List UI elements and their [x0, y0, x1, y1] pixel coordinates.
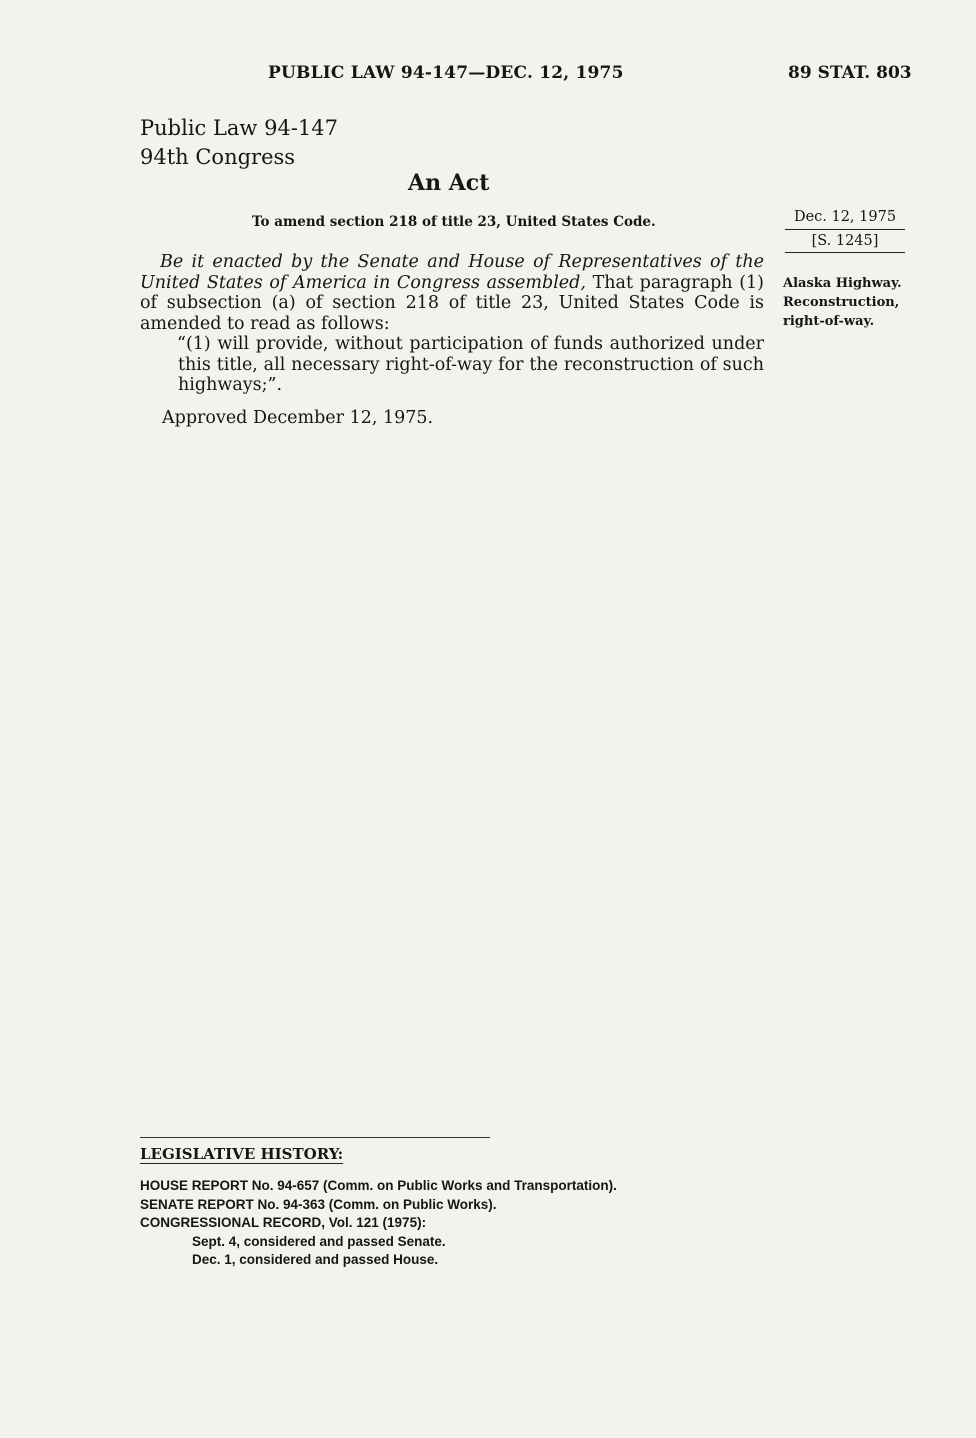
history-subline: Sept. 4, considered and passed Senate. — [192, 1233, 446, 1249]
history-line: CONGRESSIONAL RECORD, Vol. 121 (1975): — [140, 1215, 427, 1230]
bill-number: [S. 1245] — [811, 233, 879, 249]
congress-number: 94th Congress — [140, 145, 296, 169]
act-body — [140, 252, 764, 396]
amended-paragraph: “(1) will provide, without participation of funds authorized under this title, all necessary right-of-way for the reconstruction of such highways;”. — [177, 334, 764, 395]
law-identifier — [140, 114, 460, 172]
approval-line: Approved December 12, 1975. — [162, 408, 434, 428]
margin-rule — [785, 229, 905, 230]
legislative-history-heading: LEGISLATIVE HISTORY: — [140, 1145, 344, 1163]
history-line: SENATE REPORT No. 94-363 (Comm. on Public Works). — [140, 1196, 497, 1212]
running-head-title: PUBLIC LAW 94-147—DEC. 12, 1975 — [268, 63, 624, 83]
margin-subject-note — [783, 274, 913, 331]
public-law-number: Public Law 94-147 — [140, 116, 338, 140]
history-divider — [140, 1137, 490, 1138]
history-subline: Dec. 1, considered and passed House. — [192, 1252, 439, 1267]
margin-date-block — [785, 209, 905, 253]
margin-rule-bottom — [785, 252, 905, 253]
act-purpose: To amend section 218 of title 23, United States Code. — [252, 214, 656, 230]
enactment-date: Dec. 12, 1975 — [793, 209, 897, 225]
act-title: An Act — [408, 170, 490, 196]
legislative-history — [140, 1177, 760, 1270]
margin-note-line: Alaska Highway. — [783, 276, 902, 291]
running-head — [0, 63, 976, 87]
statute-page-number: 89 STAT. 803 — [788, 63, 912, 83]
margin-note-line: right-of-way. — [783, 314, 875, 329]
enacting-formula: Be it enacted by the Senate and House of Representatives of the United States of America in Congress assembled, — [140, 252, 764, 293]
enacting-clause — [140, 252, 764, 334]
margin-note-line: Reconstruction, — [783, 295, 900, 310]
enacting-provision: That paragraph (1) of subsection (a) of section 218 of title 23, United States Code is amended to read as follows: — [140, 272, 764, 334]
history-line: HOUSE REPORT No. 94-657 (Comm. on Public Works and Transportation). — [140, 1178, 617, 1193]
